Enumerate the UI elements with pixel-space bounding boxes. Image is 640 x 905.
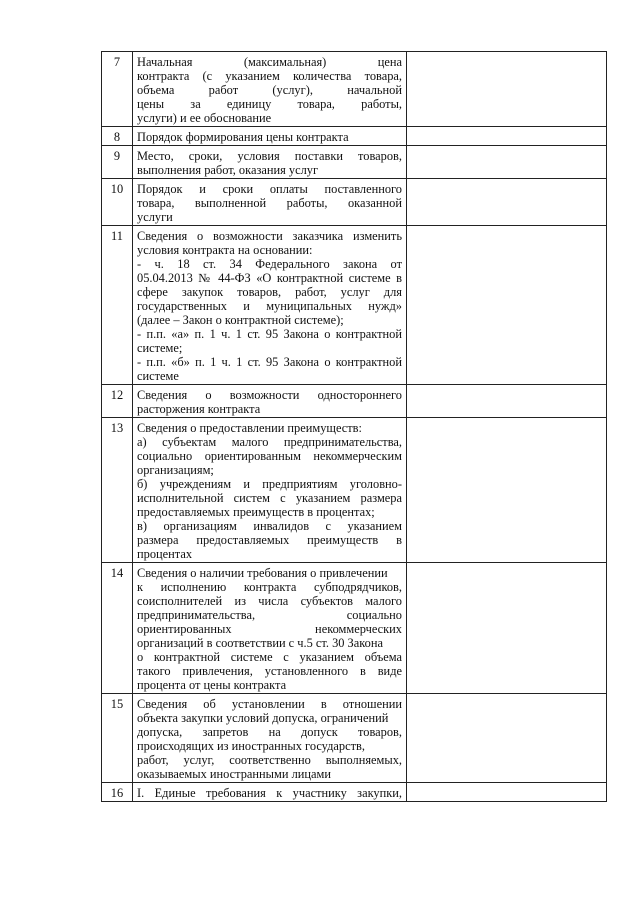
description-line: предпринимательства, социально <box>137 608 402 622</box>
description-line: услуги) и ее обоснование <box>137 111 272 125</box>
table-row <box>102 226 607 385</box>
row-value-cell <box>407 146 607 179</box>
table-row <box>102 146 607 179</box>
description-line: расторжения контракта <box>137 402 261 416</box>
description-line: организаций в соответствии с ч.5 ст. 30 Закона <box>137 636 383 650</box>
row-value-cell <box>407 52 607 127</box>
description-line: в) организациям инвалидов с указанием <box>137 519 402 533</box>
row-value-cell <box>407 385 607 418</box>
description-line: товара, выполненной работы, оказанной <box>137 196 402 210</box>
row-description <box>133 127 407 146</box>
description-line: контракта (с указанием количества товара, <box>137 69 402 83</box>
row-value-cell <box>407 127 607 146</box>
row-value-cell <box>407 179 607 226</box>
description-line: государственных и муниципальных нужд» <box>137 299 402 313</box>
table-row <box>102 52 607 127</box>
row-number: 11 <box>102 226 133 385</box>
description-line: процента от цены контракта <box>137 678 287 692</box>
row-number: 10 <box>102 179 133 226</box>
table-row <box>102 127 607 146</box>
table-row <box>102 563 607 694</box>
description-line: Начальная (максимальная) цена <box>137 55 402 69</box>
table-row <box>102 694 607 783</box>
description-line: - п.п. «б» п. 1 ч. 1 ст. 95 Закона о контрактной <box>137 355 402 369</box>
row-number: 9 <box>102 146 133 179</box>
row-value-cell <box>407 783 607 802</box>
description-line: предоставляемых преимуществ в процентах; <box>137 505 375 519</box>
description-line: системе <box>137 369 179 383</box>
description-line: Сведения о возможности одностороннего <box>137 388 402 402</box>
description-line: I. Единые требования к участнику закупки, <box>137 786 402 800</box>
description-line: исполнительной систем с указанием размера <box>137 491 402 505</box>
row-value-cell <box>407 563 607 694</box>
description-line: Место, сроки, условия поставки товаров, <box>137 149 402 163</box>
description-line: такого привлечения, установленного в виде <box>137 664 402 678</box>
table-row <box>102 783 607 802</box>
row-number: 16 <box>102 783 133 802</box>
row-description <box>133 52 407 127</box>
procurement-table <box>101 51 607 802</box>
row-description <box>133 146 407 179</box>
description-line: оказываемых иностранными лицами <box>137 767 331 781</box>
row-value-cell <box>407 694 607 783</box>
description-line: объекта закупки условий допуска, ограничений <box>137 711 389 725</box>
description-line: размера предоставляемых преимуществ в <box>137 533 402 547</box>
description-line: Сведения о возможности заказчика изменить <box>137 229 402 243</box>
row-number: 15 <box>102 694 133 783</box>
description-line: услуги <box>137 210 173 224</box>
description-line: организациям; <box>137 463 214 477</box>
description-line: - ч. 18 ст. 34 Федерального закона от <box>137 257 402 271</box>
table-row <box>102 418 607 563</box>
table-row <box>102 385 607 418</box>
row-number: 7 <box>102 52 133 127</box>
description-line: условия контракта на основании: <box>137 243 313 257</box>
table-row <box>102 179 607 226</box>
description-line: цены за единицу товара, работы, <box>137 97 402 111</box>
row-description <box>133 385 407 418</box>
row-description <box>133 226 407 385</box>
description-line: объема работ (услуг), начальной <box>137 83 402 97</box>
row-description <box>133 563 407 694</box>
description-line: а) субъектам малого предпринимательства, <box>137 435 402 449</box>
row-description <box>133 418 407 563</box>
row-value-cell <box>407 226 607 385</box>
description-line: системе; <box>137 341 183 355</box>
row-number: 14 <box>102 563 133 694</box>
description-line: социально ориентированным некоммерческим <box>137 449 402 463</box>
description-line: выполнения работ, оказания услуг <box>137 163 319 177</box>
description-line: ориентированных некоммерческих <box>137 622 402 636</box>
description-line: Порядок и сроки оплаты поставленного <box>137 182 402 196</box>
row-number: 8 <box>102 127 133 146</box>
description-line: Сведения об установлении в отношении <box>137 697 402 711</box>
row-description <box>133 179 407 226</box>
description-line: допуска, запретов на допуск товаров, <box>137 725 402 739</box>
description-line: Сведения о предоставлении преимуществ: <box>137 421 362 435</box>
row-description <box>133 694 407 783</box>
description-line: сфере закупок товаров, работ, услуг для <box>137 285 402 299</box>
description-line: Порядок формирования цены контракта <box>137 130 349 144</box>
description-line: соисполнителей из числа субъектов малого <box>137 594 402 608</box>
row-value-cell <box>407 418 607 563</box>
description-line: работ, услуг, соответственно выполняемых, <box>137 753 402 767</box>
row-number: 12 <box>102 385 133 418</box>
description-line: Сведения о наличии требования о привлечении <box>137 566 388 580</box>
row-number: 13 <box>102 418 133 563</box>
description-line: о контрактной системе с указанием объема <box>137 650 402 664</box>
row-description <box>133 783 407 802</box>
description-line: происходящих из иностранных государств, <box>137 739 365 753</box>
description-line: 05.04.2013 № 44-ФЗ «О контрактной системе в <box>137 271 402 285</box>
description-line: к исполнению контракта субподрядчиков, <box>137 580 402 594</box>
description-line: процентах <box>137 547 193 561</box>
description-line: - п.п. «а» п. 1 ч. 1 ст. 95 Закона о контрактной <box>137 327 402 341</box>
description-line: (далее – Закон о контрактной системе); <box>137 313 344 327</box>
description-line: б) учреждениям и предприятиям уголовно- <box>137 477 402 491</box>
